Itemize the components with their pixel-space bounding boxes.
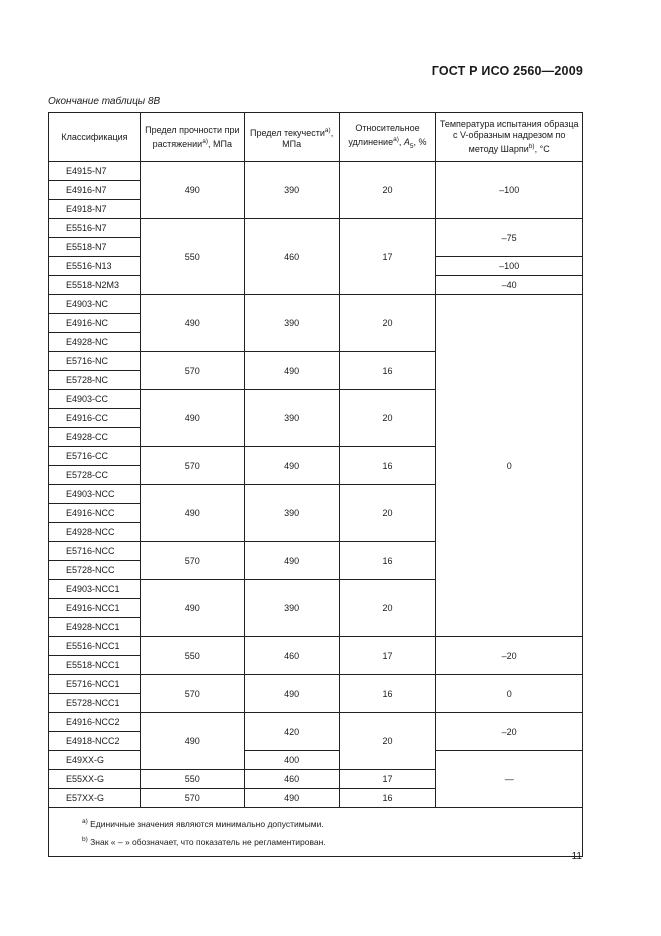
yield-cell: 490 (244, 542, 339, 580)
elongation-cell: 16 (339, 542, 436, 580)
yield-cell: 390 (244, 580, 339, 637)
classification-cell: E4916-NC (49, 314, 141, 333)
table-row (49, 751, 583, 770)
classification-cell: E5516-N13 (49, 257, 141, 276)
classification-cell: E4903-NC (49, 295, 141, 314)
classification-cell: E5518-N2M3 (49, 276, 141, 295)
classification-cell: E4918-NCC2 (49, 732, 141, 751)
classification-cell: E5518-NCC1 (49, 656, 141, 675)
yield-cell: 420 (244, 713, 339, 751)
yield-cell: 390 (244, 162, 339, 219)
classification-cell: E5728-NC (49, 371, 141, 390)
elongation-cell: 16 (339, 789, 436, 808)
footnote: $^{b)}$ Знак « – » обозначает, что показатель не регламентирован. (82, 835, 326, 847)
temperature-cell: –100 (436, 257, 583, 276)
table-caption: Окончание таблицы 8В (48, 96, 161, 107)
classification-cell: E4916-NCC (49, 504, 141, 523)
classification-cell: E4903-NCC1 (49, 580, 141, 599)
classification-cell: E49XX-G (49, 751, 141, 770)
yield-cell: 490 (244, 352, 339, 390)
properties-table (48, 112, 583, 857)
classification-cell: E4915-N7 (49, 162, 141, 181)
classification-cell: E4903-NCC (49, 485, 141, 504)
classification-cell: E5716-CC (49, 447, 141, 466)
classification-cell: E4916-NCC1 (49, 599, 141, 618)
classification-cell: E4928-NC (49, 333, 141, 352)
classification-cell: E4916-N7 (49, 181, 141, 200)
tensile-cell: 490 (140, 295, 244, 352)
header-tensile-strength: Предел прочности при растяжении$^{а)}$, МПа (140, 113, 244, 162)
tensile-cell: 490 (140, 162, 244, 219)
elongation-cell: 20 (339, 162, 436, 219)
classification-cell: E5716-NC (49, 352, 141, 371)
classification-cell: E5728-CC (49, 466, 141, 485)
yield-cell: 490 (244, 789, 339, 808)
tensile-cell: 490 (140, 485, 244, 542)
temperature-cell: –75 (436, 219, 583, 257)
yield-cell: 460 (244, 770, 339, 789)
elongation-cell: 20 (339, 390, 436, 447)
elongation-cell: 16 (339, 675, 436, 713)
classification-cell: E55XX-G (49, 770, 141, 789)
temperature-cell: 0 (436, 295, 583, 637)
yield-cell: 460 (244, 637, 339, 675)
classification-cell: E57XX-G (49, 789, 141, 808)
elongation-cell: 17 (339, 219, 436, 295)
tensile-cell: 550 (140, 219, 244, 295)
elongation-cell: 16 (339, 352, 436, 390)
table-row (49, 162, 583, 181)
classification-cell: E4916-NCC2 (49, 713, 141, 732)
yield-cell: 490 (244, 675, 339, 713)
table-row (49, 713, 583, 732)
tensile-cell: 570 (140, 675, 244, 713)
yield-cell: 390 (244, 485, 339, 542)
classification-cell: E5716-NCC1 (49, 675, 141, 694)
classification-cell: E5516-N7 (49, 219, 141, 238)
elongation-cell: 20 (339, 485, 436, 542)
tensile-cell: 570 (140, 789, 244, 808)
yield-cell: 460 (244, 219, 339, 295)
classification-cell: E4918-N7 (49, 200, 141, 219)
classification-cell: E5728-NCC1 (49, 694, 141, 713)
yield-cell: 390 (244, 295, 339, 352)
classification-cell: E4928-NCC (49, 523, 141, 542)
tensile-cell: 490 (140, 390, 244, 447)
elongation-cell: 17 (339, 770, 436, 789)
document-header: ГОСТ Р ИСО 2560—2009 (431, 64, 583, 78)
temperature-cell: –20 (436, 713, 583, 751)
footnote: $^{а)}$ Единичные значения являются минимально допустимыми. (82, 818, 324, 829)
footnotes-row (49, 808, 583, 857)
yield-cell: 390 (244, 390, 339, 447)
elongation-cell: 20 (339, 713, 436, 770)
tensile-cell: 570 (140, 447, 244, 485)
tensile-cell: 570 (140, 542, 244, 580)
temperature-cell: –40 (436, 276, 583, 295)
classification-cell: E4903-CC (49, 390, 141, 409)
header-elongation: Относительное удлинение$^{а)}$, $A_5$, % (339, 113, 436, 162)
temperature-cell: — (436, 751, 583, 808)
classification-cell: E4928-CC (49, 428, 141, 447)
classification-cell: E4916-CC (49, 409, 141, 428)
yield-cell: 490 (244, 447, 339, 485)
table-header-row (49, 113, 583, 162)
elongation-cell: 20 (339, 295, 436, 352)
elongation-cell: 20 (339, 580, 436, 637)
yield-cell: 400 (244, 751, 339, 770)
tensile-cell: 490 (140, 713, 244, 770)
tensile-cell: 550 (140, 770, 244, 789)
table-row (49, 219, 583, 238)
classification-cell: E5728-NCC (49, 561, 141, 580)
classification-cell: E4928-NCC1 (49, 618, 141, 637)
header-classification: Классификация (49, 113, 141, 162)
elongation-cell: 16 (339, 447, 436, 485)
temperature-cell: 0 (436, 675, 583, 713)
elongation-cell: 17 (339, 637, 436, 675)
page-number: 11 (571, 851, 582, 862)
table-row (49, 295, 583, 314)
temperature-cell: –100 (436, 162, 583, 219)
table-row (49, 675, 583, 694)
footnotes-cell (49, 808, 583, 857)
classification-cell: E5516-NCC1 (49, 637, 141, 656)
header-yield-strength: Предел текучести$^{а)}$, МПа (244, 113, 339, 162)
tensile-cell: 490 (140, 580, 244, 637)
classification-cell: E5518-N7 (49, 238, 141, 257)
header-test-temperature: Температура испытания образца с V-образным надрезом по методу Шарпи$^{b)}$, °С (436, 113, 583, 162)
table-row (49, 637, 583, 656)
tensile-cell: 570 (140, 352, 244, 390)
tensile-cell: 550 (140, 637, 244, 675)
classification-cell: E5716-NCC (49, 542, 141, 561)
temperature-cell: –20 (436, 637, 583, 675)
